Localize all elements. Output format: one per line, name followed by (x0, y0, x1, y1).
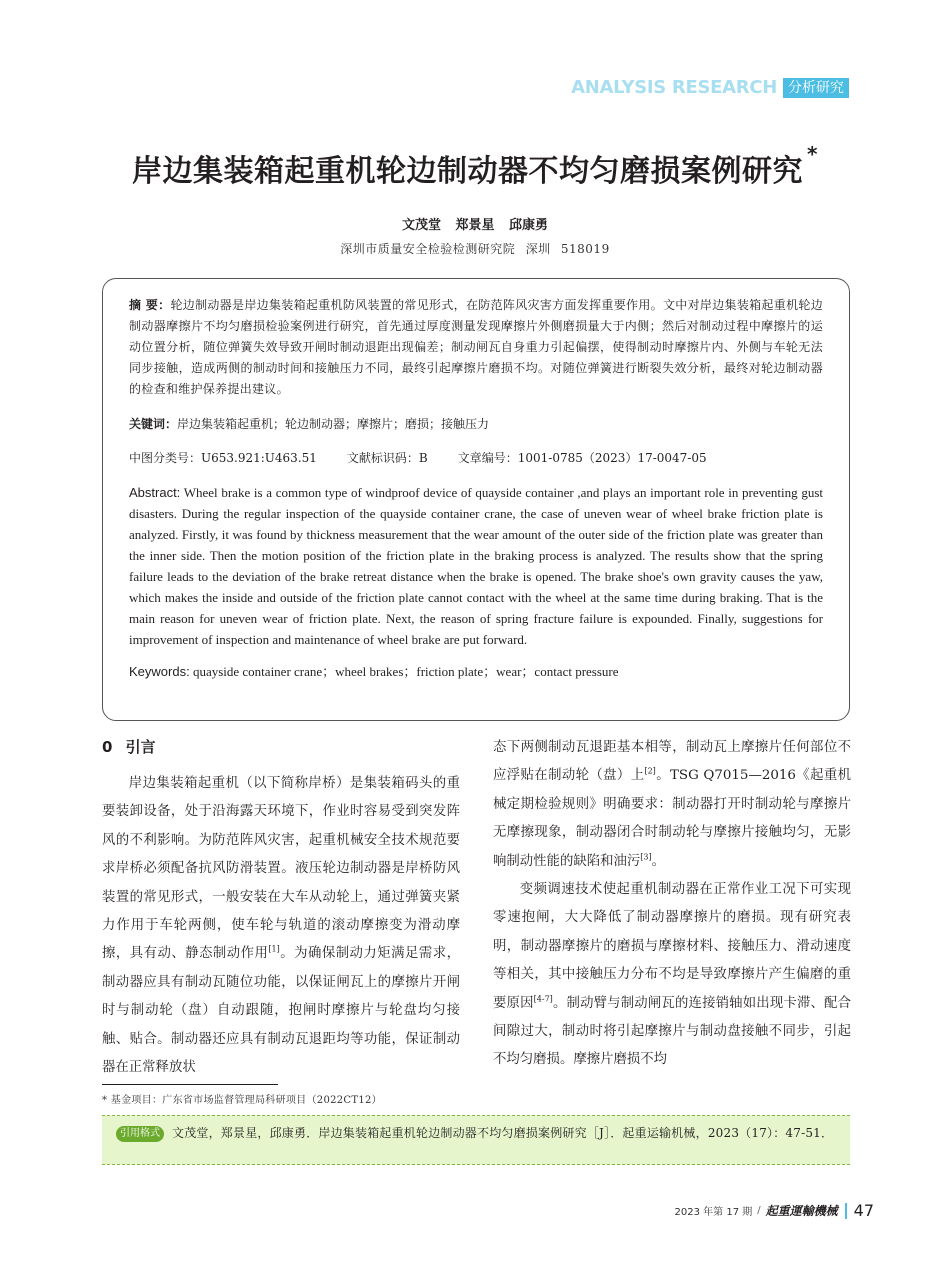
doc-code-value: B (418, 451, 428, 465)
abstract-en-text: Wheel brake is a common type of windproof device of quayside container ,and plays an important role in preventing gust disasters. During the regular inspection of the quayside container crane, the case of uneven wear of wheel brake friction plate is analyzed. Firstly, it was found by thickness measurement that the wear amount of the outer side of the friction plate was greater than the inner side. Then the motion position of the friction plate in the braking process is analyzed. The results show that the spring failure leads to the deviation of the brake retreat distance when the brake is opened. The brake shoe's own gravity causes the yaw, which makes the inside and outside of the friction plate cannot contact with the wheel at the same time during braking. That is the main reason for uneven wear of friction plate. Next, the reason of spring fracture failure is expounded. Finally, suggestions for improvement of inspection and maintenance of wheel brake are put forward. (129, 485, 823, 647)
body-text: 态下两侧制动瓦退距基本相等，制动瓦上摩擦片任何部位不应浮贴在制动轮（盘）上 (493, 740, 851, 784)
keywords-en-label: Keywords: (129, 664, 190, 679)
keywords-en (129, 662, 823, 682)
page-number: 47 (853, 1201, 874, 1220)
affiliation: 深圳市质量安全检验检测研究院 深圳 518019 (340, 242, 610, 256)
body-text: 岸边集装箱起重机（以下简称岸桥）是集装箱码头的重要装卸设备，处于沿海露天环境下，作业时容易受到突发阵风的不利影响。为防范阵风灾害，起重机械安全技术规范要求岸桥必须配备抗风防滑装置。液压轮边制动器是岸桥防风装置的常见形式，一般安装在大车从动轮上，通过弹簧夹紧力作用于车轮两侧，使车轮与轨道的滚动摩擦变为滑动摩擦，具有动、静态制动作用 (102, 776, 460, 962)
reference-mark[interactable]: [2] (644, 766, 656, 776)
article-title (0, 142, 950, 190)
body-text: 变频调速技术使起重机制动器在正常作业工况下可实现零速抱闸，大大降低了制动器摩擦片的磨损。现有研究表明，制动器摩擦片的磨损与摩擦材料、接触压力、滑动速度等相关，其中接触压力分布不均是导致摩擦片产生偏磨的重要原因 (493, 882, 851, 1011)
title-footnote-mark: * (807, 142, 818, 166)
doc-code-label: 文献标识码： (346, 451, 419, 465)
section-tag (571, 77, 849, 98)
page-footer (675, 1201, 874, 1220)
body-text: 。制动臂与制动闸瓦的连接销轴如出现卡滞、配合间隙过大，制动时将引起摩擦片与制动盘接触不同步，引起不均匀磨损。摩擦片磨损不均 (493, 995, 852, 1068)
journal-name: 起重運輸機械 (765, 1204, 838, 1218)
article-no-value: 1001-0785（2023）17-0047-05 (517, 451, 707, 465)
classification-line (129, 448, 823, 468)
body-column-right (493, 734, 851, 1075)
body-paragraph (493, 734, 851, 876)
section-tag-en: ANALYSIS RESEARCH (571, 77, 777, 98)
body-text: 。 (651, 853, 666, 869)
reference-mark[interactable]: [3] (640, 852, 652, 862)
body-text: 。为确保制动力矩满足需求，制动器应具有制动瓦随位功能，以保证闸瓦上的摩擦片开闸时与制动轮（盘）自动跟随，抱闸时摩擦片与轮盘均匀接触、贴合。制动器还应具有制动瓦退距均等功能，保证制动器在正常释放状 (102, 946, 461, 1076)
body-column-left (102, 734, 460, 1082)
citation-text: 文茂堂，郑景星，邱康勇．岸边集装箱起重机轮边制动器不均匀磨损案例研究［J］．起重运输机械，2023（17）：47-51． (172, 1126, 834, 1140)
body-paragraph (493, 876, 851, 1075)
section-tag-zh: 分析研究 (783, 78, 849, 98)
abstract-box (102, 278, 850, 721)
abstract-zh (129, 295, 823, 400)
keywords-zh (129, 414, 823, 434)
keywords-zh-label: 关键词： (129, 417, 178, 431)
section-heading: 0 引言 (102, 738, 156, 756)
body-text: 。TSG Q7015—2016《起重机械定期检验规则》明确要求：制动器打开时制动轮与摩擦片无摩擦现象，制动器闭合时制动轮与摩擦片接触均匀，无影响制动性能的缺陷和油污 (493, 768, 851, 869)
article-title-text: 岸边集装箱起重机轮边制动器不均匀磨损案例研究 (132, 154, 804, 189)
abstract-zh-label: 摘 要： (129, 298, 171, 312)
body-paragraph (102, 770, 460, 1082)
abstract-zh-text: 轮边制动器是岸边集装箱起重机防风装置的常见形式，在防范阵风灾害方面发挥重要作用。文中对岸边集装箱起重机轮边制动器摩擦片不均匀磨损检验案例进行研究，首先通过厚度测量发现摩擦片外侧磨损量大于内侧；然后对制动过程中摩擦片的运动位置分析，随位弹簧失效导致开闸时制动退距出现偏差；制动闸瓦自身重力引起偏摆，使得制动时摩擦片内、外侧与车轮无法同步接触，造成两侧的制动时间和接触压力不同，最终引起摩擦片磨损不均。对随位弹簧进行断裂失效分析，最终对轮边制动器的检查和维护保养提出建议。 (129, 298, 823, 396)
article-no-label: 文章编号： (457, 451, 518, 465)
clc-value: U653.921:U463.51 (201, 451, 317, 465)
footnote-divider (102, 1084, 278, 1085)
authors: 文茂堂 郑景星 邱康勇 (401, 218, 549, 233)
abstract-en-label: Abstract: (129, 485, 181, 500)
footer-separator: / (757, 1205, 761, 1216)
footnote: * 基金项目：广东省市场监督管理局科研项目（2022CT12） (102, 1095, 382, 1106)
citation-badge: 引用格式 (116, 1126, 164, 1142)
issue-label: 2023 年第 17 期 (674, 1207, 753, 1218)
clc-label: 中图分类号： (129, 451, 202, 465)
reference-mark[interactable]: [1] (268, 944, 280, 954)
reference-mark[interactable]: [4-7] (533, 994, 553, 1004)
footer-bar (845, 1203, 847, 1219)
keywords-zh-text: 岸边集装箱起重机；轮边制动器；摩擦片；磨损；接触压力 (177, 417, 490, 431)
citation-box (102, 1115, 850, 1165)
keywords-en-text: quayside container crane；wheel brakes；friction plate；wear；contact pressure (192, 664, 619, 679)
abstract-en (129, 482, 823, 650)
